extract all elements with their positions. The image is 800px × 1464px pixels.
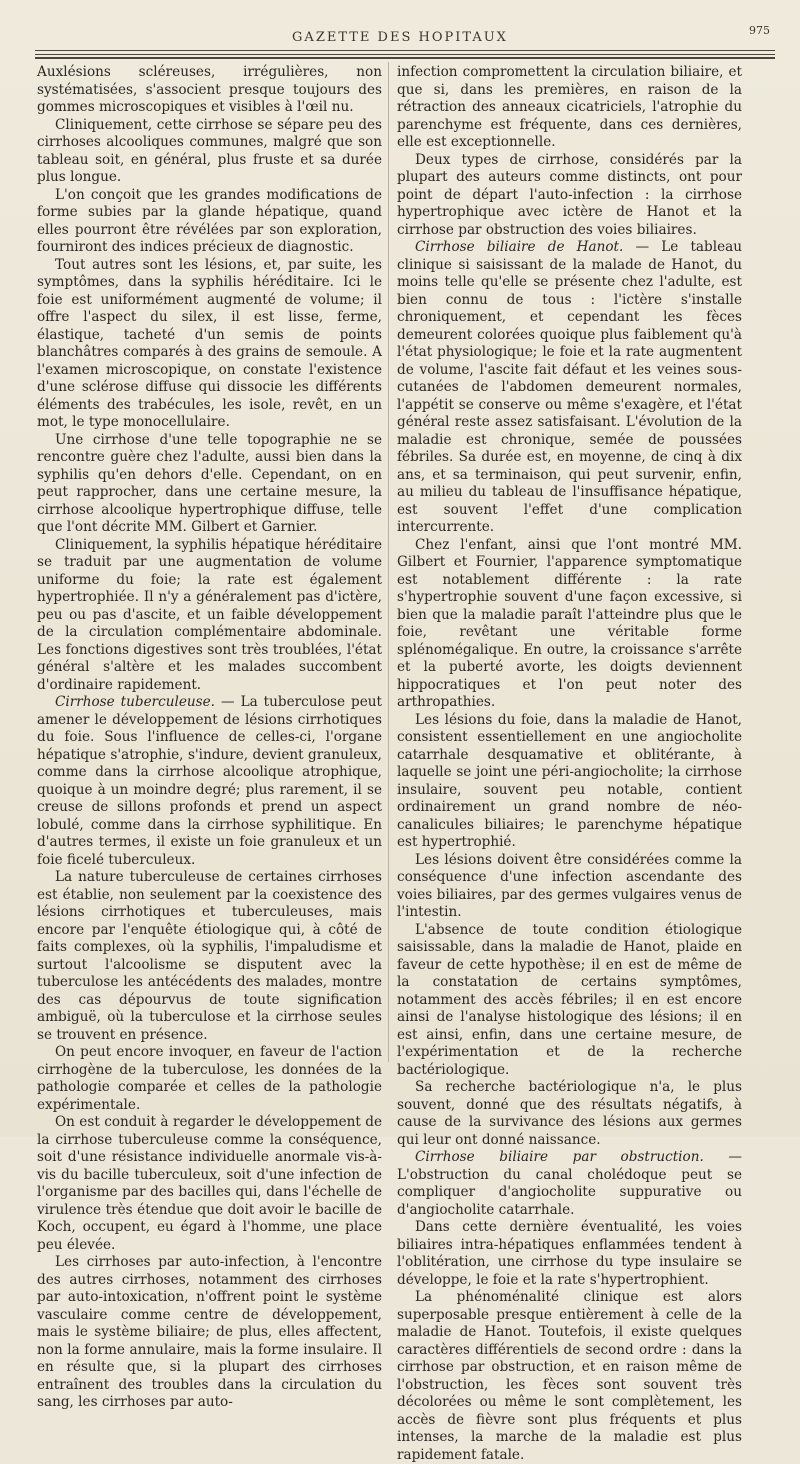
paragraph xyxy=(397,239,742,537)
page-number: 975 xyxy=(749,24,770,37)
paragraph: L'on conçoit que les grandes modifications de forme subies par la glande hépatique, quand elles pourront être révélées par son exploration, fourniront des indices précieux de diagnostic. xyxy=(37,186,382,255)
paragraph: Chez l'enfant, ainsi que l'ont montré MM. Gilbert et Fournier, l'apparence symptomatique est notablement différente : la rate s'hypertrophie souvent d'une façon excessive, si bien que la maladie paraît l'atteindre plus que le foie, revêtant une véritable forme splénomégalique. En outre, la croissance s'arrête et la puberté avorte, les doigts deviennent hippocratiques et l'on peut noter des arthropathies. xyxy=(397,536,742,710)
paragraph xyxy=(37,694,382,869)
paragraph-text: — L'obstruction du canal cholédoque peut se compliquer d'angiocholite suppurative ou d'angiocholite catarrhale. xyxy=(397,1149,742,1218)
paragraph: Dans cette dernière éventualité, les voies biliaires intra-hépatiques enflammées tendent à l'oblitération, une cirrhose du type insulaire se développe, le foie et la rate s'hypertrophient. xyxy=(397,1219,742,1288)
paragraph: Tout autres sont les lésions, et, par suite, les symptômes, dans la syphilis héréditaire. Ici le foie est uniformément augmenté de volume; il offre l'aspect du silex, il est lisse, ferme, élastique, tacheté d'un semis de points blanchâtres comparés à des grains de semoule. A l'examen microscopique, on constate l'existence d'une sclérose diffuse qui dissocie les différents éléments des trabécules, les isole, revêt, en un mot, le type monocellulaire. xyxy=(37,256,382,430)
paragraph: La phénoménalité clinique est alors superposable presque entièrement à celle de la maladie de Hanot. Toutefois, il existe quelques caractères différentiels de second ordre : dans la cirrhose par obstruction, et en raison même de l'obstruction, les fèces sont souvent très décolorées ou même le sont complètement, les accès de fièvre sont plus fréquents et plus intenses, la marche de la maladie est plus rapidement fatale. xyxy=(397,1289,742,1463)
right-column xyxy=(397,64,742,1464)
column-divider xyxy=(388,62,389,1062)
paragraph: La nature tuberculeuse de certaines cirrhoses est établie, non seulement par la coexistence des lésions cirrhotiques et tuberculeuses, mais encore par l'enquête étiologique qui, à côté de faits complexes, où la syphilis, l'impaludisme et surtout l'alcoolisme se disputent avec la tuberculose les antécédents des malades, montre des cas dépourvus de toute signification ambiguë, où la tuberculose et la cirrhose seules se trouvent en présence. xyxy=(37,869,382,1043)
paragraph: Auxlésions scléreuses, irrégulières, non systématisées, s'associent presque toujours des gommes microscopiques et visibles à l'œil nu. xyxy=(37,64,382,115)
paragraph xyxy=(397,1149,742,1219)
section-title: Cirrhose biliaire par obstruction. xyxy=(415,1149,704,1165)
paragraph: Cliniquement, la syphilis hépatique héréditaire se traduit par une augmentation de volume uniforme du foie; la rate est également hypertrophiée. Il n'y a généralement pas d'ictère, peu ou pas d'ascite, et un faible développement de la circulation complémentaire abdominale. Les fonctions digestives sont très troublées, l'état général s'altère et les malades succombent d'ordinaire rapidement. xyxy=(37,536,382,693)
paragraph: Deux types de cirrhose, considérés par la plupart des auteurs comme distincts, ont pour point de départ l'auto-infection : la cirrhose hypertrophique avec ictère de Hanot et la cirrhose par obstruction des voies biliaires. xyxy=(397,151,742,238)
paragraph-text: — La tuberculose peut amener le développement de lésions cirrhotiques du foie. Sous l'influence de celles-ci, l'organe hépatique s'atrophie, s'indure, devient granuleux, comme dans la cirrhose alcoolique atrophique, quoique à un moindre degré; plus rarement, il se creuse de sillons profonds et prend un aspect lobulé, comme dans la cirrhose syphilitique. En d'autres termes, il existe un foie granuleux et un foie ficelé tuberculeux. xyxy=(37,694,382,868)
header-rule xyxy=(35,50,775,51)
paragraph-text: — Le tableau clinique si saisissant de la malade de Hanot, du moins telle qu'elle se présente chez l'adulte, est bien connu de tous : l'ictère s'installe chroniquement, et cependant les fèces demeurent colorées quoique plus faiblement qu'à l'état physiologique; le foie et la rate augmentent de volume, l'ascite fait défaut et les veines sous-cutanées de l'abdomen demeurent normales, l'appétit se conserve ou même s'exagère, et l'état général reste assez satisfaisant. L'évolution de la maladie est chronique, semée de poussées fébriles. Sa durée est, en moyenne, de cinq à dix ans, et sa terminaison, qui peut survenir, enfin, au milieu du tableau de l'insuffisance hépatique, est souvent l'effet d'une complication intercurrente. xyxy=(397,239,742,535)
header-rule xyxy=(35,57,775,59)
header-rule xyxy=(35,54,775,55)
paragraph: On est conduit à regarder le développement de la cirrhose tuberculeuse comme la conséquence, soit d'une résistance individuelle anormale vis-à-vis du bacille tuberculeux, soit d'une infection de l'organisme par des bacilles qui, dans l'échelle de virulence très étendue que doit avoir le bacille de Koch, occupent, eu égard à l'homme, une place peu élevée. xyxy=(37,1114,382,1253)
paragraph: infection compromettent la circulation biliaire, et que si, dans les premières, en raison de la rétraction des anneaux cicatriciels, l'atrophie du parenchyme est fréquente, dans ces dernières, elle est exceptionnelle. xyxy=(397,64,742,150)
paragraph: Sa recherche bactériologique n'a, le plus souvent, donné que des résultats négatifs, à cause de la survivance des lésions aux germes qui leur ont donné naissance. xyxy=(397,1079,742,1148)
section-title: Cirrhose biliaire de Hanot. xyxy=(415,239,624,255)
paragraph: Les lésions doivent être considérées comme la conséquence d'une infection ascendante des voies biliaires, par des germes vulgaires venus de l'intestin. xyxy=(397,851,742,920)
paragraph: L'absence de toute condition étiologique saisissable, dans la maladie de Hanot, plaide en faveur de cette hypothèse; il en est de même de la constatation de certains symptômes, notamment des accès fébriles; il en est encore ainsi de l'analyse histologique des lésions; il en est ainsi, enfin, dans une certaine mesure, de l'expérimentation et de la recherche bactériologique. xyxy=(397,921,742,1078)
paragraph: Cliniquement, cette cirrhose se sépare peu des cirrhoses alcooliques communes, malgré que son tableau soit, en général, plus fruste et sa durée plus longue. xyxy=(37,116,382,185)
section-title: Cirrhose tuberculeuse. xyxy=(55,694,216,710)
page-header-title: GAZETTE DES HOPITAUX xyxy=(292,30,508,45)
paragraph: On peut encore invoquer, en faveur de l'action cirrhogène de la tuberculose, les données de la pathologie comparée et celles de la pathologie expérimentale. xyxy=(37,1044,382,1113)
paragraph: Une cirrhose d'une telle topographie ne se rencontre guère chez l'adulte, aussi bien dans la syphilis qu'en dehors d'elle. Cependant, on en peut rapprocher, dans une certaine mesure, la cirrhose alcoolique hypertrophique diffuse, telle que l'ont décrite MM. Gilbert et Garnier. xyxy=(37,431,382,535)
left-column xyxy=(37,64,382,1412)
paragraph: Les cirrhoses par auto-infection, à l'encontre des autres cirrhoses, notamment des cirrhoses par auto-intoxication, n'offrent point le système vasculaire comme centre de développement, mais le système biliaire; de plus, elles affectent, non la forme annulaire, mais la forme insulaire. Il en résulte que, si la plupart des cirrhoses entraînent des troubles dans la circulation du sang, les cirrhoses par auto- xyxy=(37,1254,382,1410)
paragraph: Les lésions du foie, dans la maladie de Hanot, consistent essentiellement en une angiocholite catarrhale desquamative et oblitérante, à laquelle se joint une péri-angiocholite; la cirrhose insulaire, souvent peu notable, contient ordinairement un grand nombre de néo-canalicules biliaires; le parenchyme hépatique est hypertrophié. xyxy=(397,711,742,850)
